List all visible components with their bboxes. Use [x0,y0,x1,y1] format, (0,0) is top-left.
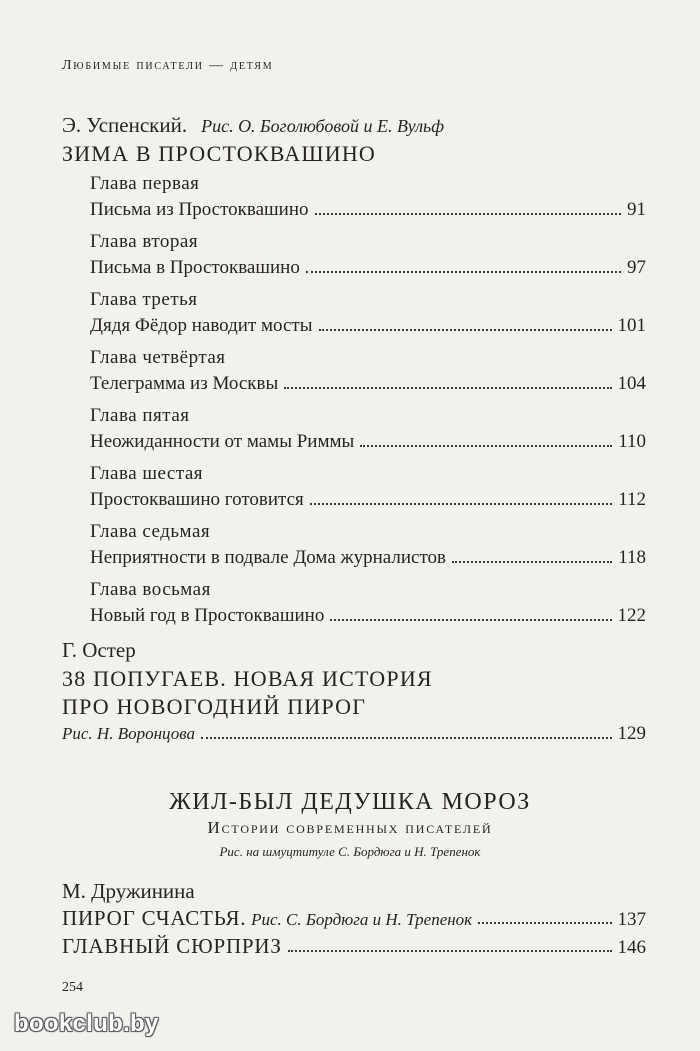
toc-entry[interactable] [90,547,646,569]
toc-entry-title: Письма в Простоквашино [90,257,300,278]
illustrator: Рис. Н. Воронцова [62,724,195,743]
page-number: 129 [617,723,646,744]
chapter-head: Глава первая [90,173,200,194]
page-number: 97 [627,257,646,278]
section-title: ЖИЛ-БЫЛ ДЕДУШКА МОРОЗ [169,789,531,815]
page-number: 146 [617,937,646,958]
page-number: 104 [617,373,646,394]
toc-entry[interactable] [90,199,646,221]
toc-entry[interactable] [90,431,646,453]
work-title-zima: ЗИМА В ПРОСТОКВАШИНО [62,141,376,166]
chapter-head: Глава четвёртая [90,347,226,368]
leader-dots [306,271,621,273]
toc-entry-title: Дядя Фёдор наводит мосты [90,315,313,336]
leader-dots [478,922,611,924]
chapter-head: Глава пятая [90,405,190,426]
illustrators: Рис. С. Бордюга и Н. Трепенок [251,910,473,929]
page-number: 137 [617,909,646,930]
illustrators: Рис. О. Боголюбовой и Е. Вульф [201,116,445,136]
page-number: 122 [617,605,646,626]
chapter-head: Глава третья [90,289,198,310]
toc-entry[interactable] [90,489,646,511]
toc-entry-title: Неприятности в подвале Дома журналистов [90,547,446,568]
leader-dots [284,387,611,389]
leader-dots [315,213,621,215]
toc-entry[interactable] [62,906,646,931]
section-subtitle: Истории современных писателей [207,818,493,837]
author-druzhinina: М. Дружинина [62,879,195,903]
leader-dots [330,619,611,621]
author-uspensky [62,113,444,138]
leader-dots [319,329,612,331]
author-oster: Г. Остер [62,638,136,662]
page-number: 101 [617,315,646,336]
section-note: Рис. на шмуцтитуле С. Бордюга и Н. Трепенок [219,844,481,859]
page-number: 118 [618,547,646,568]
toc-entry-title [62,906,472,931]
page-number: 112 [618,489,646,510]
work-title-line1: 38 ПОПУГАЕВ. НОВАЯ ИСТОРИЯ [62,666,433,691]
toc-entry-title: Простоквашино готовится [90,489,304,510]
story-title: ПИРОГ СЧАСТЬЯ. [62,906,247,930]
toc-entry[interactable] [90,257,646,279]
chapter-head: Глава шестая [90,463,204,484]
story-title: ГЛАВНЫЙ СЮРПРИЗ [62,934,282,958]
toc-entry-title: Телеграмма из Москвы [90,373,279,394]
chapter-head: Глава вторая [90,231,199,252]
toc-entry-title: Неожиданности от мамы Риммы [90,431,355,452]
chapter-head: Глава седьмая [90,521,211,542]
toc-entry[interactable] [90,605,646,627]
leader-dots [310,503,612,505]
author-name: Э. Успенский. [62,113,188,137]
toc-entry-title: Письма из Простоквашино [90,199,309,220]
toc-entry-title: Новый год в Простоквашино [90,605,325,626]
toc-entry[interactable] [62,723,646,745]
leader-dots [360,445,612,447]
toc-entry[interactable] [90,373,646,395]
page-folio: 254 [62,980,83,995]
chapter-head: Глава восьмая [90,579,211,600]
page-number: 110 [618,431,646,452]
toc-entry[interactable] [90,315,646,337]
running-head: Любимые писатели — детям [62,58,274,73]
page-number: 91 [627,199,646,220]
toc-entry[interactable] [62,934,646,959]
leader-dots [452,561,612,563]
leader-dots [288,950,612,952]
leader-dots [201,737,612,739]
watermark-logo: bookclub.by [14,1010,159,1037]
work-title-line2: ПРО НОВОГОДНИЙ ПИРОГ [62,694,367,719]
